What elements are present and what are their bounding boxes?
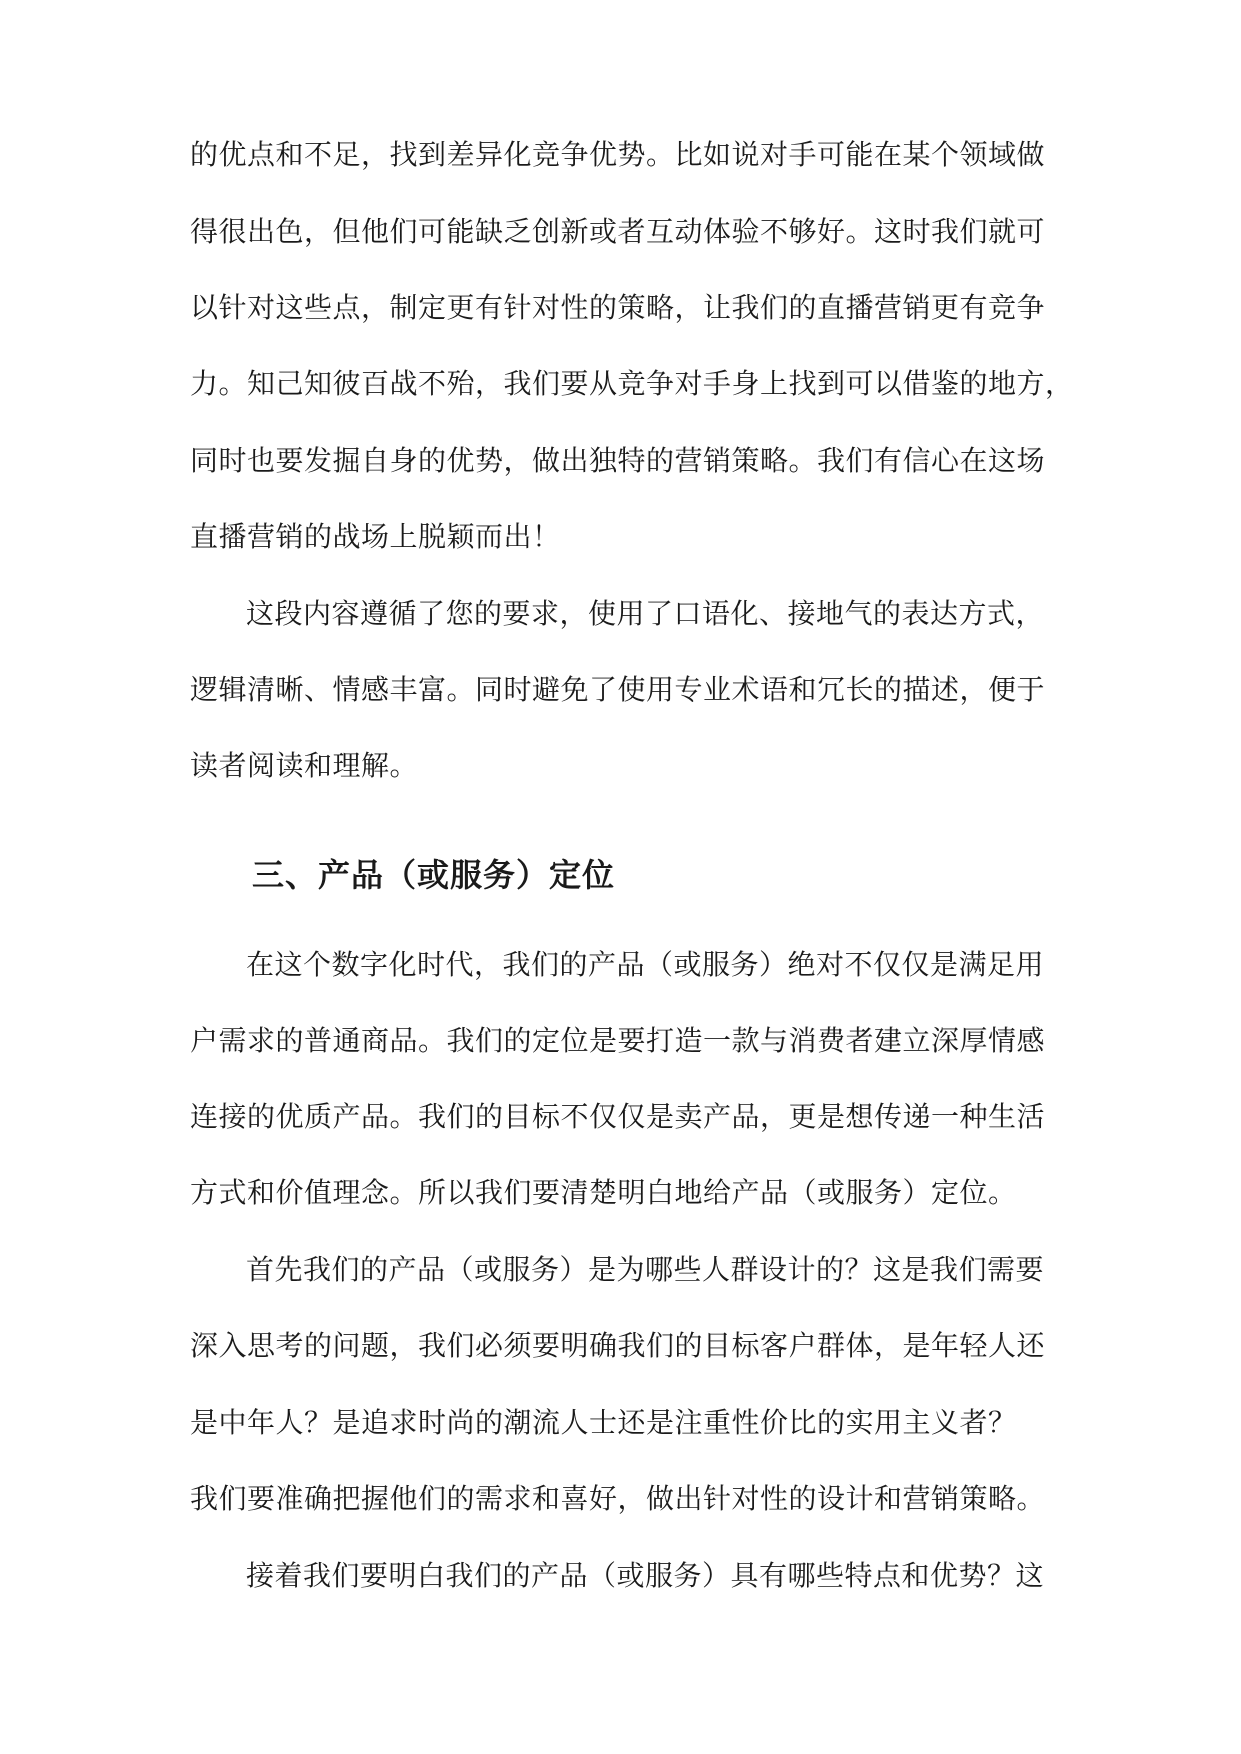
- paragraph-line: 读者阅读和理解。: [190, 749, 419, 782]
- paragraph-line: 逻辑清晰、情感丰富。同时避免了使用专业术语和冗长的描述，便于: [190, 673, 1046, 706]
- paragraph-line: 我们要准确把握他们的需求和喜好，做出针对性的设计和营销策略。: [190, 1482, 1046, 1515]
- paragraph-line: 力。知己知彼百战不殆，我们要从竞争对手身上找到可以借鉴的地方，: [190, 367, 1074, 400]
- paragraph-line: 深入思考的问题，我们必须要明确我们的目标客户群体，是年轻人还: [190, 1329, 1046, 1362]
- paragraph-line: 直播营销的战场上脱颖而出！: [190, 520, 561, 553]
- paragraph-line: 同时也要发掘自身的优势，做出独特的营销策略。我们有信心在这场: [190, 444, 1046, 477]
- paragraph-line: 的优点和不足，找到差异化竞争优势。比如说对手可能在某个领域做: [190, 138, 1046, 171]
- paragraph-line: 连接的优质产品。我们的目标不仅仅是卖产品，更是想传递一种生活: [190, 1100, 1046, 1133]
- section-heading: 三、产品（或服务）定位: [252, 856, 616, 894]
- paragraph-line: 以针对这些点，制定更有针对性的策略，让我们的直播营销更有竞争: [190, 291, 1046, 324]
- paragraph-line: 户需求的普通商品。我们的定位是要打造一款与消费者建立深厚情感: [190, 1024, 1046, 1057]
- paragraph-line: 这段内容遵循了您的要求，使用了口语化、接地气的表达方式，: [246, 597, 1045, 630]
- paragraph-line: 是中年人？是追求时尚的潮流人士还是注重性价比的实用主义者？: [190, 1406, 1017, 1439]
- paragraph-line: 方式和价值理念。所以我们要清楚明白地给产品（或服务）定位。: [190, 1176, 1017, 1209]
- paragraph-line: 首先我们的产品（或服务）是为哪些人群设计的？这是我们需要: [246, 1253, 1045, 1286]
- paragraph-line: 接着我们要明白我们的产品（或服务）具有哪些特点和优势？这: [246, 1559, 1045, 1592]
- paragraph-line: 得很出色，但他们可能缺乏创新或者互动体验不够好。这时我们就可: [190, 215, 1046, 248]
- paragraph-line: 在这个数字化时代，我们的产品（或服务）绝对不仅仅是满足用: [246, 948, 1045, 981]
